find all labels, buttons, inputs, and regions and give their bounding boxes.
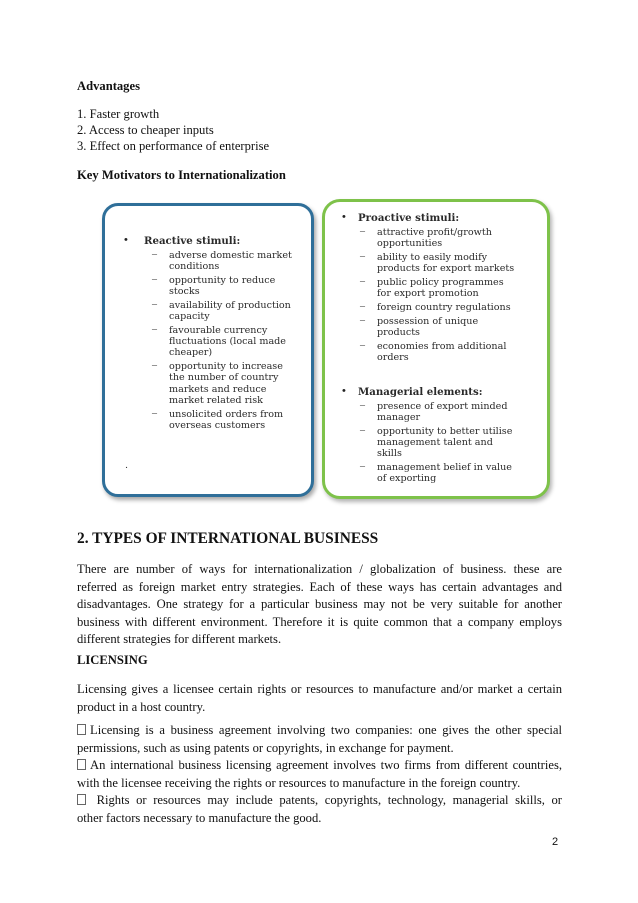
- dash-icon: –: [152, 249, 157, 260]
- dash-icon: –: [360, 461, 365, 473]
- text-line: Rights or resources may include patents, copyrights, technology, managerial skills, or: [90, 793, 562, 807]
- dash-icon: –: [360, 400, 365, 411]
- bullet-paragraph: [77, 722, 562, 827]
- bullet-icon: •: [124, 234, 128, 246]
- figure-list-line: opportunity to better utilise: [377, 426, 513, 437]
- page-number: 2: [552, 836, 559, 848]
- dash-icon: –: [360, 251, 365, 262]
- figure-list-line: products: [377, 327, 420, 338]
- figure-list-line: presence of export minded: [377, 401, 508, 412]
- text-line: other factors necessary to manufacture the good.: [77, 810, 322, 825]
- figure-list-line: market related risk: [169, 394, 263, 406]
- bullet-line: [77, 757, 562, 775]
- bullet-icon: •: [342, 211, 346, 223]
- figure-list-line: products for export markets: [377, 263, 515, 275]
- figure-list-line: overseas customers: [169, 419, 266, 431]
- figure-list-line: fluctuations (local made: [169, 336, 286, 348]
- dash-icon: –: [360, 339, 365, 351]
- dash-icon: –: [152, 299, 157, 310]
- missing-glyph-icon: [77, 724, 86, 735]
- text-line: referred as foreign market entry strategies. Each of these ways has certain advantages and: [77, 579, 562, 594]
- text-line: business with different environment. Therefore it is quite common that a company employs: [77, 614, 562, 629]
- proactive-heading: Proactive stimuli:: [358, 212, 460, 224]
- text-line: An international business licensing agreement involves two firms from different countries,: [90, 758, 562, 772]
- bullet-line: [77, 792, 562, 810]
- figure-list-line: management belief in value: [377, 462, 512, 474]
- figure-list-line: ability to easily modify: [377, 252, 488, 263]
- text-line: Licensing is a business agreement involving two companies: one gives the other special: [90, 723, 562, 737]
- dash-icon: –: [152, 324, 157, 335]
- dash-icon: –: [152, 274, 157, 285]
- missing-glyph-icon: [77, 794, 86, 805]
- figure-list-line: conditions: [169, 261, 220, 273]
- text-line: disadvantages. One strategy for a particular business may not be very suitable for another: [77, 597, 562, 611]
- text-line: product in a host country.: [77, 699, 206, 714]
- dash-icon: –: [152, 407, 157, 419]
- figure-list-line: management talent and: [377, 437, 493, 449]
- reactive-heading: Reactive stimuli:: [144, 235, 241, 247]
- advantages-heading: Advantages: [77, 79, 140, 93]
- motivators-figure: [77, 197, 562, 498]
- figure-list-line: opportunity to increase: [169, 361, 283, 373]
- text-line: There are number of ways for internationalization / globalization of business. these are: [77, 562, 562, 576]
- text-line: Licensing gives a licensee certain rights or resources to manufacture and/or market a certain: [77, 682, 562, 696]
- figure-list-line: favourable currency: [169, 325, 268, 336]
- motivators-heading: Key Motivators to Internationalization: [77, 168, 286, 182]
- missing-glyph-icon: [77, 759, 86, 770]
- text-line: permissions, such as using patents or copyrights, in exchange for payment.: [77, 740, 454, 755]
- licensing-paragraph: [77, 681, 562, 716]
- bullet-icon: •: [342, 385, 346, 397]
- advantage-item: 1. Faster growth: [77, 107, 160, 121]
- intro-paragraph: [77, 561, 562, 649]
- figure-list-line: for export promotion: [377, 288, 479, 300]
- footer-mark: .: [125, 460, 129, 471]
- advantage-item: 2. Access to cheaper inputs: [77, 123, 214, 137]
- dash-icon: –: [152, 360, 157, 372]
- figure-list-line: possession of unique: [377, 315, 479, 327]
- figure-list-line: economies from additional: [377, 340, 507, 352]
- dash-icon: –: [360, 301, 365, 312]
- licensing-heading: LICENSING: [77, 653, 148, 667]
- figure-list-line: orders: [377, 352, 409, 363]
- section-title: 2. TYPES OF INTERNATIONAL BUSINESS: [77, 530, 379, 547]
- dash-icon: –: [360, 314, 365, 326]
- dash-icon: –: [360, 276, 365, 287]
- figure-list-line: cheaper): [169, 347, 213, 359]
- figure-list-line: availability of production: [169, 300, 291, 311]
- managerial-heading: Managerial elements:: [358, 386, 483, 398]
- figure-list-line: adverse domestic market: [169, 250, 292, 261]
- figure-list-line: markets and reduce: [169, 383, 267, 395]
- bullet-line: [77, 722, 562, 740]
- figure-list-line: manager: [377, 412, 421, 424]
- figure-list-line: capacity: [169, 311, 210, 323]
- figure-list-line: of exporting: [377, 473, 437, 485]
- figure-list-line: opportunity to reduce: [169, 275, 276, 286]
- figure-list-line: public policy programmes: [377, 277, 504, 288]
- figure-list-line: opportunities: [377, 238, 443, 250]
- figure-list-line: skills: [377, 448, 402, 460]
- dash-icon: –: [360, 226, 365, 237]
- figure-list-line: stocks: [169, 286, 200, 298]
- figure-list-line: the number of country: [169, 372, 279, 384]
- figure-list-line: foreign country regulations: [377, 302, 511, 313]
- dash-icon: –: [360, 425, 365, 436]
- advantage-item: 3. Effect on performance of enterprise: [77, 139, 270, 153]
- figure-list-line: attractive profit/growth: [377, 227, 492, 238]
- text-line: with the licensee receiving the rights or resources to manufacture in the foreign country.: [77, 775, 521, 790]
- text-line: different strategies for different markets.: [77, 632, 282, 646]
- figure-list-line: unsolicited orders from: [169, 408, 284, 420]
